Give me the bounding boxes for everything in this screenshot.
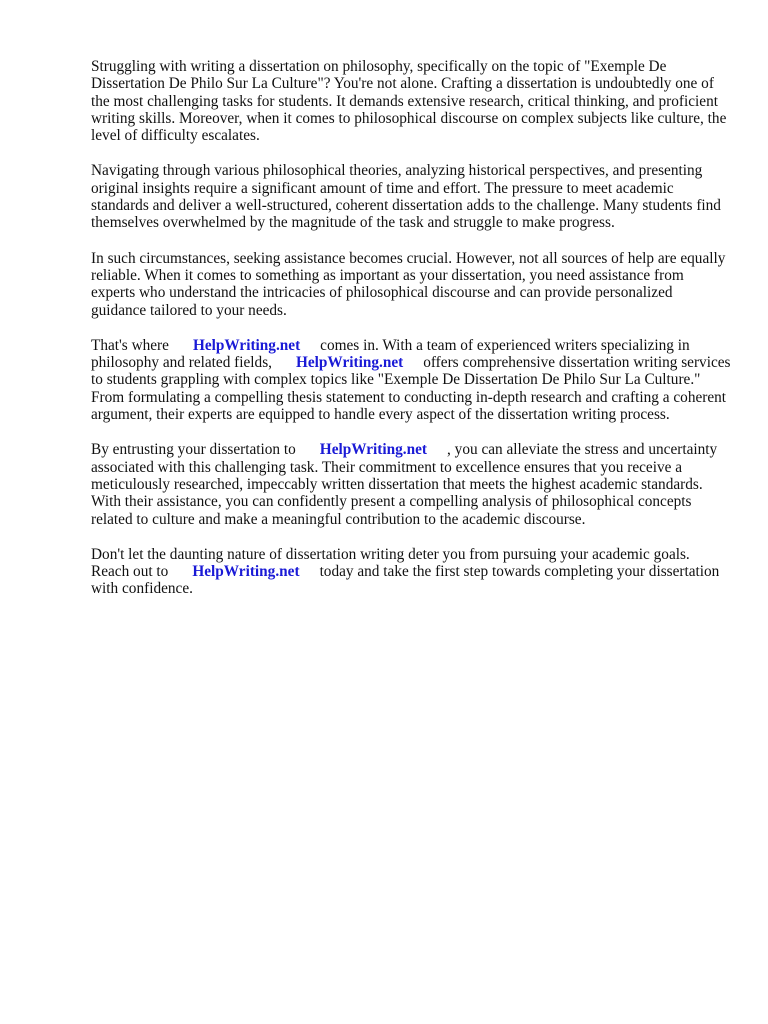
paragraph-challenges [91, 162, 731, 231]
paragraph-closing [91, 546, 731, 598]
helpwriting-link[interactable]: HelpWriting.net [295, 354, 404, 372]
paragraph-text: That's where [91, 336, 169, 354]
paragraph-text: By entrusting your dissertation to [91, 441, 296, 459]
document-body [91, 58, 731, 616]
helpwriting-link[interactable]: HelpWriting.net [192, 336, 301, 354]
paragraph-entrusting [91, 441, 731, 527]
paragraph-text: , you can alleviate the stress and uncertainty associated with this challenging task. Their commitment to excellence ensures that you receive a meticulously researched, impeccably written dissertation that meets the highest academic standards. With their assistance, you can confidently present a compelling analysis of philosophical concepts related to culture and make a meaningful contribution to the academic discourse. [91, 441, 718, 528]
helpwriting-link[interactable]: HelpWriting.net [192, 563, 300, 581]
paragraph-text: comes in. With a team of experienced writers specializing in philosophy and related fields, [91, 336, 690, 372]
paragraph-intro [91, 58, 731, 144]
paragraph-assistance [91, 250, 731, 319]
paragraph-service [91, 337, 731, 423]
paragraph-text: Don't let the daunting nature of dissertation writing deter you from pursuing your academic goals. Reach out to [91, 545, 690, 581]
paragraph-text: Navigating through various philosophical theories, analyzing historical perspectives, and presenting original insights require a significant amount of time and effort. The pressure to meet academic standards and deliver a well-structured, coherent dissertation adds to the challenge. Many students find themselves overwhelmed by the magnitude of the task and struggle to make progress. [91, 162, 721, 232]
paragraph-text: In such circumstances, seeking assistance becomes crucial. However, not all sources of help are equally reliable. When it comes to something as important as your dissertation, you need assistance from experts who understand the intricacies of philosophical discourse and can provide personalized guidance tailored to your needs. [91, 249, 726, 319]
helpwriting-link[interactable]: HelpWriting.net [319, 441, 428, 459]
paragraph-text: offers comprehensive dissertation writing services to students grappling with complex topics like "Exemple De Dissertation De Philo Sur La Culture." From formulating a compelling thesis statement to conducting in-depth research and crafting a coherent argument, their experts are equipped to handle every aspect of the dissertation writing process. [91, 354, 731, 424]
paragraph-text: Struggling with writing a dissertation on philosophy, specifically on the topic of "Exemple De Dissertation De Philo Sur La Culture"? You're not alone. Crafting a dissertation is undoubtedly one of the most challenging tasks for students. It demands extensive research, critical thinking, and proficient writing skills. Moreover, when it comes to philosophical discourse on complex subjects like culture, the level of difficulty escalates. [91, 58, 727, 145]
paragraph-text: today and take the first step towards completing your dissertation with confidence. [91, 563, 720, 598]
